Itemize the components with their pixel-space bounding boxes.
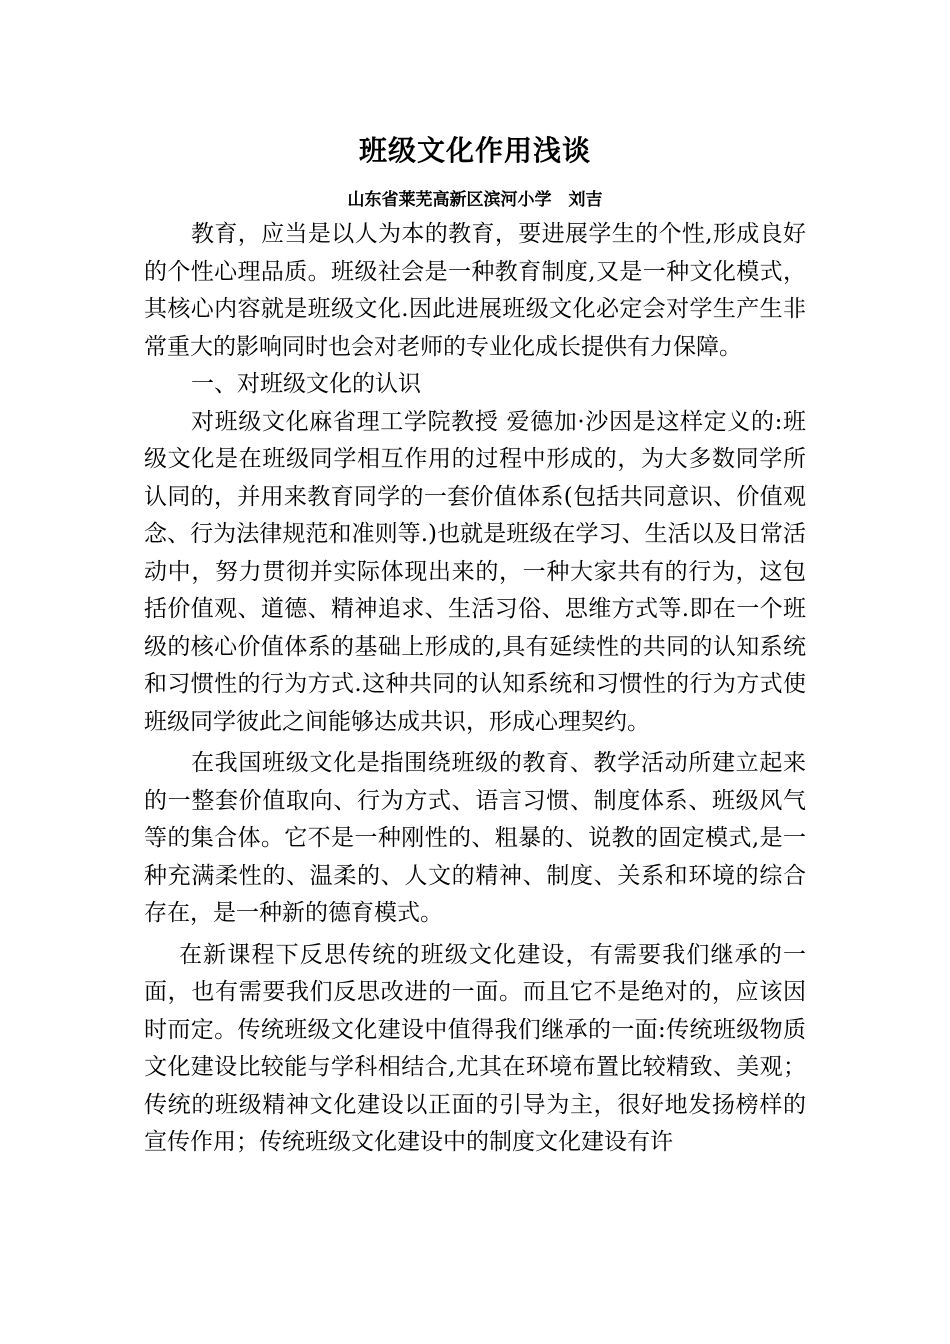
- author-line: 山东省莱芜高新区滨河小学 刘吉: [347, 190, 603, 210]
- paragraph-china: 在我国班级文化是指围绕班级的教育、教学活动所建立起来的一整套价值取向、行为方式、语言习惯、制度体系、班级风气等的集合体。它不是一种刚性的、粗暴的、说教的固定模式,是一种充满柔性的、温柔的、人文的精神、制度、关系和环境的综合存在，是一种新的德育模式。: [144, 750, 806, 926]
- section-heading: 一、对班级文化的认识: [191, 371, 421, 397]
- paragraph-definition: 对班级文化麻省理工学院教授 爱德加·沙因是这样定义的:班级文化是在班级同学相互作用的过程中形成的，为大多数同学所认同的，并用来教育同学的一套价值体系(包括共同意识、价值观念、行为法律规范和准则等.)也就是班级在学习、生活以及日常活动中，努力贯彻并实际体现出来的，一种大家共有的行为，这包括价值观、道德、精神追求、生活习俗、思维方式等.即在一个班级的核心价值体系的基础上形成的,具有延续性的共同的认知系统和习惯性的行为方式.这种共同的认知系统和习惯性的行为方式使班级同学彼此之间能够达成共识，形成心理契约。: [144, 408, 806, 735]
- document-title: 班级文化作用浅谈: [358, 134, 591, 167]
- document-body: [144, 216, 806, 1162]
- paragraph-reflection: 在新课程下反思传统的班级文化建设，有需要我们继承的一面，也有需要我们反思改进的一面。而且它不是绝对的，应该因时而定。传统班级文化建设中值得我们继承的一面:传统班级物质文化建设比较能与学科相结合,尤其在环境布置比较精致、美观；传统的班级精神文化建设以正面的引导为主，很好地发扬榜样的宣传作用；传统班级文化建设中的制度文化建设有许: [144, 941, 806, 1155]
- paragraph-intro: 教育，应当是以人为本的教育，要进展学生的个性,形成良好的个性心理品质。班级社会是一种教育制度,又是一种文化模式，其核心内容就是班级文化.因此进展班级文化必定会对学生产生非常重大的影响同时也会对老师的专业化成长提供有力保障。: [144, 221, 806, 360]
